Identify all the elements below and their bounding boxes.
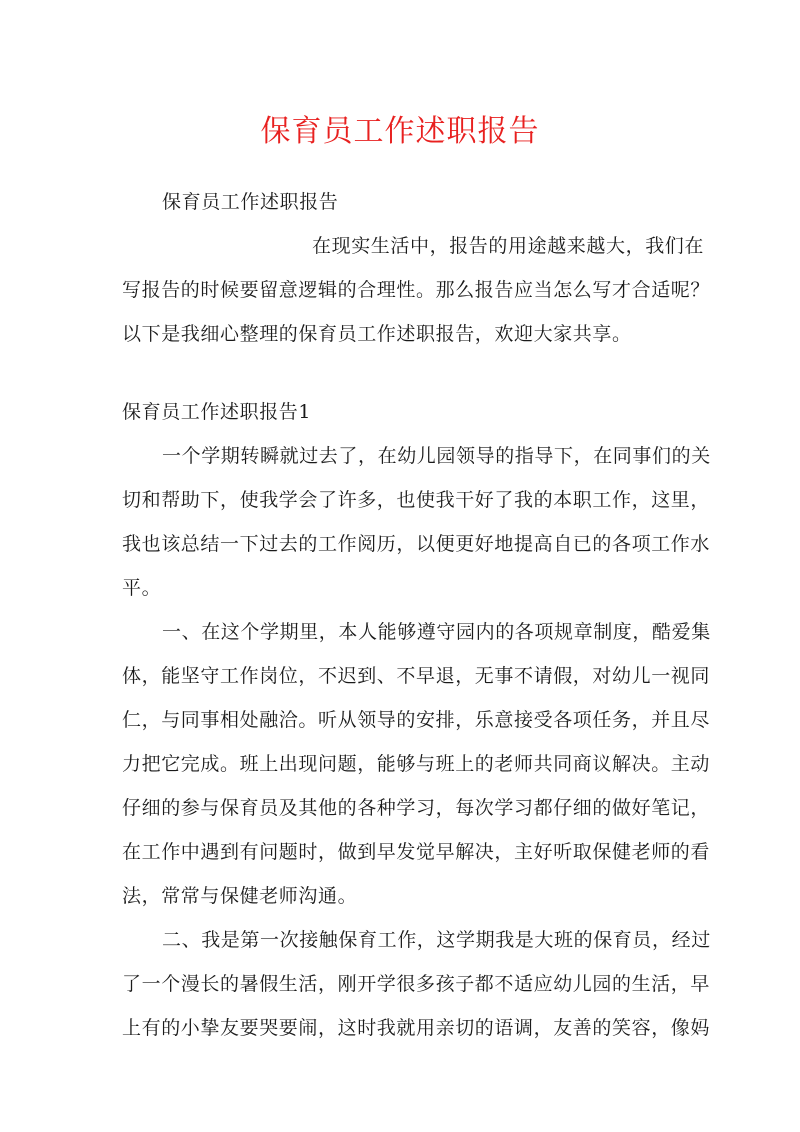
paragraph-line: 一个学期转瞬就过去了，在幼儿园领导的指导下，在同事们的关 <box>162 445 711 467</box>
paragraph-line: 上有的小挚友要哭要闹，这时我就用亲切的语调，友善的笑容，像妈 <box>122 1017 711 1039</box>
paragraph-line: 写报告的时候要留意逻辑的合理性。那么报告应当怎么写才合适呢？ <box>122 279 711 301</box>
paragraph-line: 二、我是第一次接触保育工作，这学期我是大班的保育员，经过 <box>162 929 711 951</box>
paragraph-line: 力把它完成。班上出现问题，能够与班上的老师共同商议解决。主动 <box>122 753 711 775</box>
document-title: 保育员工作述职报告 <box>260 114 540 149</box>
paragraph-line: 我也该总结一下过去的工作阅历，以便更好地提高自已的各项工作水 <box>122 533 711 555</box>
paragraph-line: 平。 <box>122 577 162 599</box>
paragraph-line: 在现实生活中，报告的用途越来越大，我们在 <box>312 235 705 257</box>
paragraph-line: 在工作中遇到有问题时，做到早发觉早解决，主好听取保健老师的看 <box>122 841 711 863</box>
paragraph-line: 仔细的参与保育员及其他的各种学习，每次学习都仔细的做好笔记， <box>122 797 711 819</box>
paragraph-line: 一、在这个学期里，本人能够遵守园内的各项规章制度，酷爱集 <box>162 621 711 643</box>
paragraph-line: 切和帮助下，使我学会了许多，也使我干好了我的本职工作，这里， <box>122 489 711 511</box>
paragraph-line: 法，常常与保健老师沟通。 <box>122 885 358 907</box>
paragraph-line: 仁，与同事相处融洽。听从领导的安排，乐意接受各项任务，并且尽 <box>122 709 711 731</box>
subtitle-line: 保育员工作述职报告 <box>162 191 339 213</box>
paragraph-line: 体，能坚守工作岗位，不迟到、不早退，无事不请假，对幼儿一视同 <box>122 665 711 687</box>
paragraph-line: 了一个漫长的暑假生活，刚开学很多孩子都不适应幼儿园的生活，早 <box>122 973 711 995</box>
section-heading: 保育员工作述职报告1 <box>122 401 312 423</box>
paragraph-line: 以下是我细心整理的保育员工作述职报告，欢迎大家共享。 <box>122 323 632 345</box>
